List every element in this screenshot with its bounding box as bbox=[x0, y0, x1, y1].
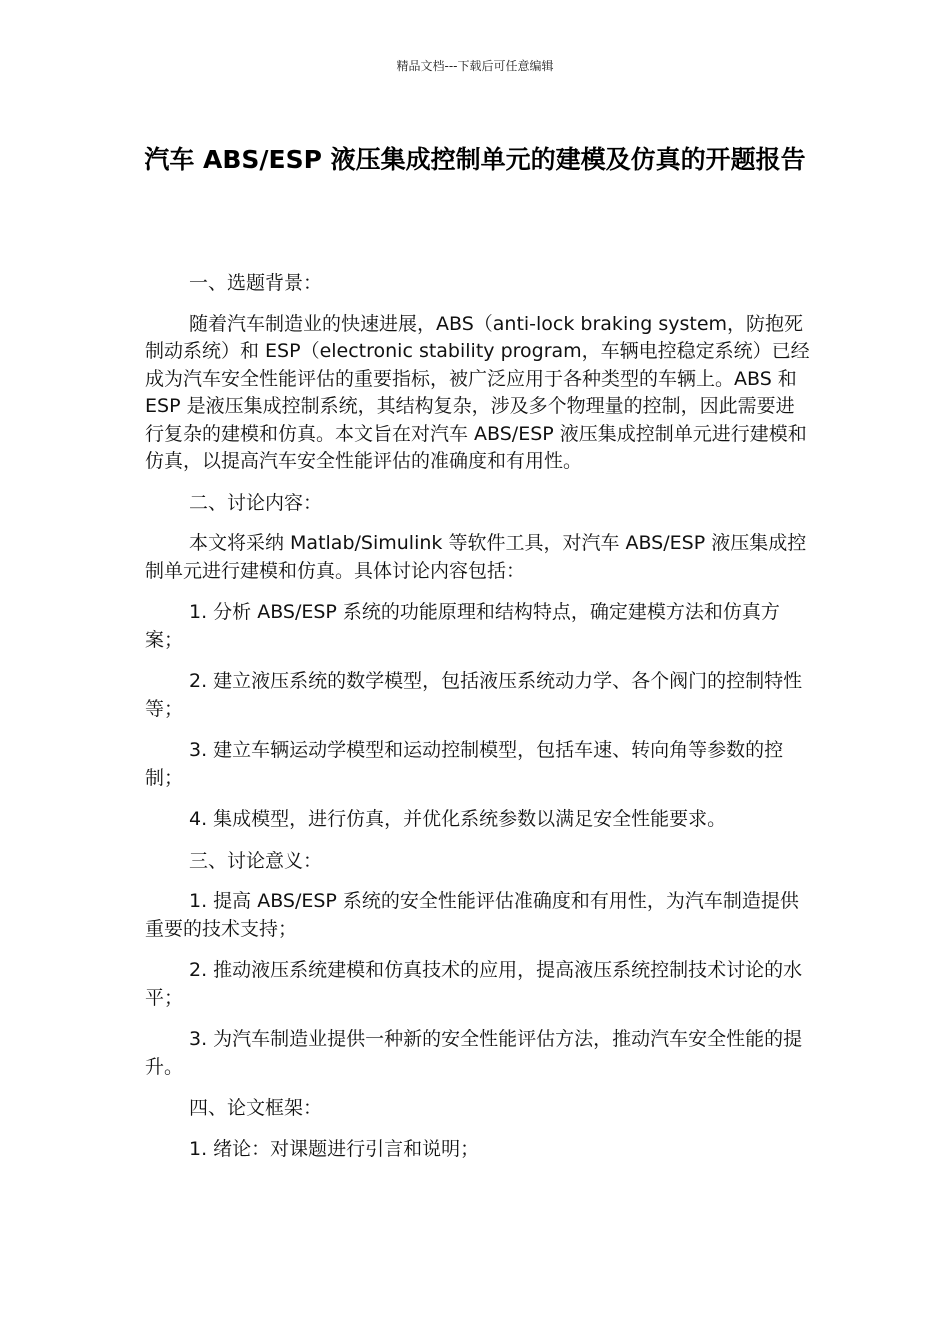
section-heading-background: 一、选题背景： bbox=[189, 272, 323, 294]
header-note: 精品文档---下载后可任意编辑 bbox=[396, 59, 554, 73]
list-item: 4. 集成模型，进行仿真，并优化系统参数以满足安全性能要求。 bbox=[189, 808, 727, 830]
list-item: 1. 提高 ABS/ESP 系统的安全性能评估准确度和有用性，为汽车制造提供重要的技术支持； bbox=[145, 890, 799, 940]
list-item: 3. 为汽车制造业提供一种新的安全性能评估方法，推动汽车安全性能的提升。 bbox=[145, 1028, 803, 1078]
list-item: 1. 绪论：对课题进行引言和说明； bbox=[189, 1137, 480, 1160]
list-item: 1. 分析 ABS/ESP 系统的功能原理和结构特点，确定建模方法和仿真方案； bbox=[145, 601, 780, 651]
list-item: 2. 推动液压系统建模和仿真技术的应用，提高液压系统控制技术讨论的水平； bbox=[145, 959, 803, 1009]
paragraph-content-intro: 本文将采纳 Matlab/Simulink 等软件工具，对汽车 ABS/ESP 液压集成控制单元进行建模和仿真。具体讨论内容包括： bbox=[145, 532, 807, 582]
document-title: 汽车 ABS/ESP 液压集成控制单元的建模及仿真的开题报告 bbox=[144, 145, 806, 174]
list-item: 3. 建立车辆运动学模型和运动控制模型，包括车速、转向角等参数的控制； bbox=[145, 739, 784, 789]
section-heading-framework: 四、论文框架： bbox=[189, 1097, 323, 1119]
paragraph-background: 随着汽车制造业的快速进展，ABS（anti-lock braking system，防抱死制动系统）和 ESP（electronic stability program，车辆电控稳定系统）已经成为汽车安全性能评估的重要指标，被广泛应用于各种类型的车辆上。ABS 和 ESP 是液压集成控制系统，其结构复杂，涉及多个物理量的控制，因此需要进行复杂的建模和仿真。本文旨在对汽车 ABS/ESP 液压集成控制单元进行建模和仿真，以提高汽车安全性能评估的准确度和有用性。 bbox=[145, 312, 810, 472]
list-item: 2. 建立液压系统的数学模型，包括液压系统动力学、各个阀门的控制特性等； bbox=[145, 670, 803, 720]
section-heading-content: 二、讨论内容： bbox=[189, 491, 323, 514]
section-heading-significance: 三、讨论意义： bbox=[189, 849, 323, 872]
document-body bbox=[145, 270, 810, 1177]
